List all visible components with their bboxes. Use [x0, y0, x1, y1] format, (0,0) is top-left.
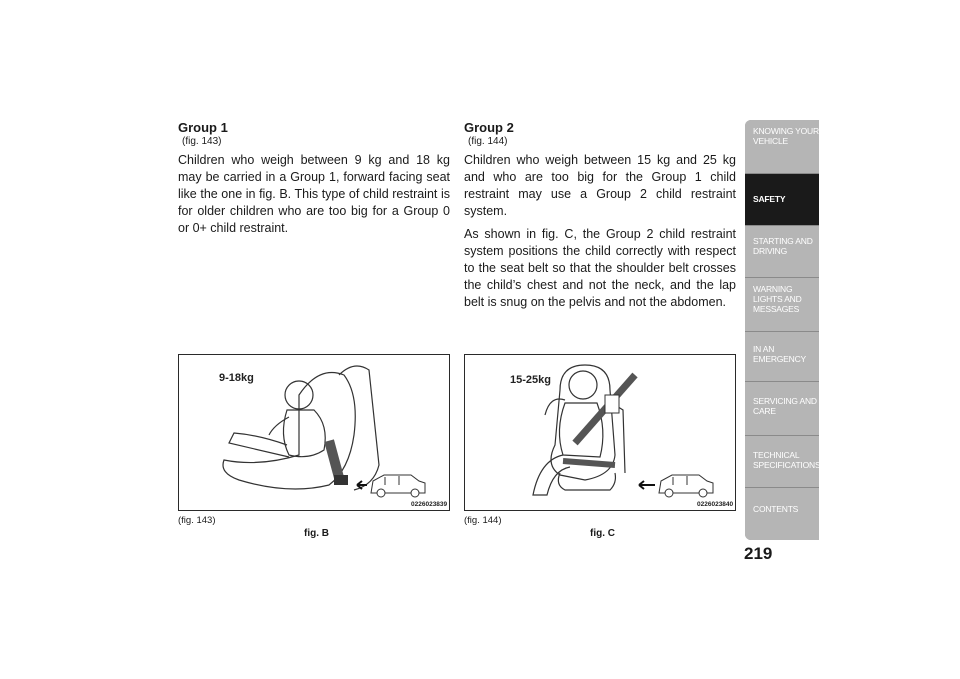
buckle-strap	[324, 439, 343, 478]
group2-section	[464, 120, 736, 317]
group2-paragraph-2: As shown in fig. C, the Group 2 child restraint system positions the child correctly with respect to the seat belt so that the shoulder belt crosses the child’s chest and not the neck, and the lap belt is snug on the pelvis and not the abdomen.	[464, 227, 736, 309]
car-icon	[659, 475, 713, 497]
group2-paragraph-1: Children who weigh between 15 kg and 25 kg and who are too big for the Group 1 child restraint may use a Group 2 child restraint system.	[464, 153, 736, 218]
group2-heading: Group 2	[464, 120, 514, 135]
group1-heading: Group 1	[178, 120, 228, 135]
child-booster-seat-illustration	[465, 355, 735, 510]
tab-safety[interactable]: SAFETY	[745, 174, 819, 226]
figure-b-label: fig. B	[304, 528, 329, 539]
forward-arrow	[357, 481, 367, 489]
forward-arrow	[639, 481, 655, 489]
figure-c-label: fig. C	[590, 528, 615, 539]
buckle	[334, 475, 348, 485]
tab-warning-lights-and-messages[interactable]: WARNING LIGHTS AND MESSAGES	[745, 278, 819, 332]
figure-code: 0226023839	[411, 501, 448, 508]
tab-knowing-your-vehicle[interactable]: KNOWING YOUR VEHICLE	[745, 120, 819, 174]
figure-code: 0226023840	[697, 501, 734, 508]
weight-label: 15-25kg	[510, 374, 551, 386]
lap-belt	[563, 461, 615, 465]
group1-section	[178, 120, 450, 243]
tab-in-an-emergency[interactable]: IN AN EMERGENCY	[745, 332, 819, 382]
figure-b-illustration	[178, 354, 450, 511]
figure-c-illustration	[464, 354, 736, 511]
group1-paragraph: Children who weigh between 9 kg and 18 kg may be carried in a Group 1, forward facing seat like the one in fig. B. This type of child restraint is for older children who are too big for a Group 0 or 0+ child restraint.	[178, 153, 450, 235]
belt-guide	[605, 395, 619, 413]
child-forward-seat-illustration	[179, 355, 449, 510]
weight-label: 9-18kg	[219, 372, 254, 384]
group2-figref: (fig. 144)	[468, 136, 508, 147]
car-icon	[371, 475, 425, 497]
group1-figref: (fig. 143)	[182, 136, 222, 147]
figure-b-caption: (fig. 143)	[178, 515, 216, 526]
tab-starting-and-driving[interactable]: STARTING AND DRIVING	[745, 226, 819, 278]
figure-c-caption: (fig. 144)	[464, 515, 502, 526]
page-number: 219	[744, 544, 773, 563]
tab-technical-specifications[interactable]: TECHNICAL SPECIFICATIONS	[745, 436, 819, 488]
tab-contents[interactable]: CONTENTS	[745, 488, 819, 540]
tab-servicing-and-care[interactable]: SERVICING AND CARE	[745, 382, 819, 436]
